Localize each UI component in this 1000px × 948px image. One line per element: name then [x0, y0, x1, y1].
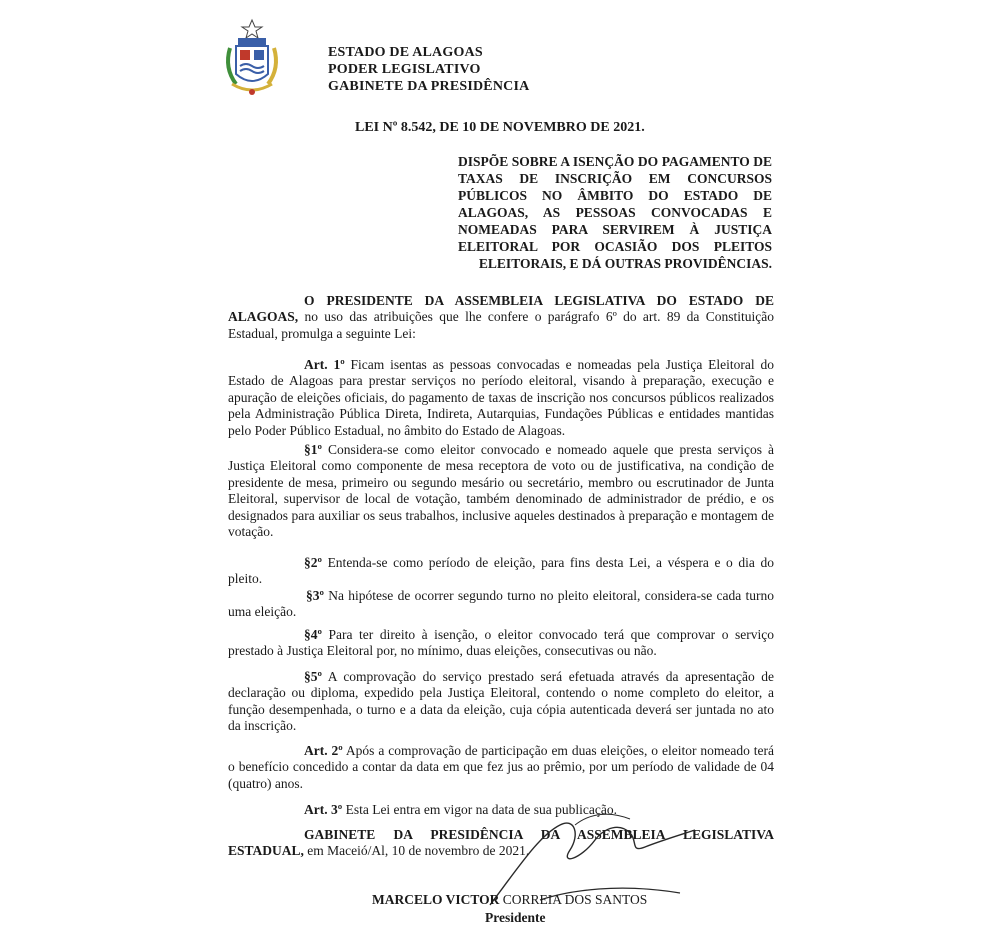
preamble-lead: O PRESIDENTE DA ASSEMBLEIA LEGISLATIVA DO ESTADO DE ALAGOAS,: [228, 293, 774, 325]
header-state: ESTADO DE ALAGOAS: [328, 45, 483, 60]
closing-lead: GABINETE DA PRESIDÊNCIA DA ASSEMBLEIA LEGISLATIVA ESTADUAL,: [228, 827, 774, 859]
paragraph-5-lead: §5º: [304, 669, 322, 684]
signatory-name: [372, 892, 647, 908]
article-1-lead: Art. 1º: [304, 357, 345, 372]
signatory-name-bold: MARCELO VICTOR: [372, 892, 500, 907]
paragraph-4-text: Para ter direito à isenção, o eleitor convocado terá que comprovar o serviço prestado à Justiça Eleitoral por, no mínimo, duas eleições, consecutivas ou não.: [228, 627, 774, 659]
article-3-lead: Art. 3º: [304, 802, 343, 817]
article-2: [228, 743, 774, 792]
paragraph-4: [228, 627, 774, 660]
paragraph-2: [228, 555, 774, 588]
letterhead: [328, 44, 529, 95]
paragraph-1-text: Considera-se como eleitor convocado e nomeado aquele que presta serviços à Justiça Eleitoral como componente de mesa receptora de voto ou de justificativa, na condição de presidente de mesa, primeiro ou segundo mesário ou secretário, membro ou escrutinador de Junta Eleitoral, supervisor de local de votação, também denominado de administrador de prédio, e os designados para auxiliar os seus trabalhos, inclusive aqueles destinados à preparação e montagem de votação.: [228, 442, 774, 540]
paragraph-3-lead: §3º: [306, 588, 324, 603]
signatory-role: Presidente: [485, 910, 546, 925]
header-office: GABINETE DA PRESIDÊNCIA: [328, 79, 530, 94]
paragraph-4-lead: §4º: [304, 627, 322, 642]
paragraph-5: [228, 669, 774, 735]
article-1: [228, 357, 774, 439]
paragraph-1-lead: §1º: [304, 442, 322, 457]
preamble-text: no uso das atribuições que lhe confere o parágrafo 6º do art. 89 da Constituição Estadual, promulga a seguinte Lei:: [228, 309, 774, 341]
paragraph-2-text: Entenda-se como período de eleição, para fins desta Lei, a véspera e o dia do pleito.: [228, 555, 774, 587]
paragraph-5-text: A comprovação do serviço prestado será efetuada através da apresentação de declaração ou diploma, expedido pela Justiça Eleitoral, contendo o nome completo do eleitor, a função desempenhada, o turno e a data da eleição, cuja cópia autenticada deverá ser juntada no ato da inscrição.: [228, 669, 774, 734]
header-power: PODER LEGISLATIVO: [328, 62, 481, 77]
paragraph-3: [228, 588, 774, 621]
coat-of-arms-icon: [220, 18, 284, 102]
paragraph-1: [228, 442, 774, 540]
closing-text: em Maceió/Al, 10 de novembro de 2021.: [303, 843, 530, 859]
article-1-text: Ficam isentas as pessoas convocadas e nomeadas pela Justiça Eleitoral do Estado de Alagoas para prestar serviços no período eleitoral, visando à preparação, execução e apuração de eleições oficiais, do pagamento de taxas de inscrição nos concursos públicos realizados pela Administração Pública Direta, Indireta, Autarquias, Fundações Públicas e entidades mantidas pelo Poder Público Estadual, no âmbito do Estado de Alagoas.: [228, 357, 774, 438]
article-2-text: Após a comprovação de participação em duas eleições, o eleitor nomeado terá o benefício concedido a contar da data em que fez jus ao prêmio, por um período de validade de 04 (quatro) anos.: [228, 743, 774, 791]
article-3-text: Esta Lei entra em vigor na data de sua publicação.: [342, 802, 617, 817]
paragraph-2-lead: §2º: [304, 555, 322, 570]
law-summary: DISPÕE SOBRE A ISENÇÃO DO PAGAMENTO DE TAXAS DE INSCRIÇÃO EM CONCURSOS PÚBLICOS NO ÂMBITO DO ESTADO DE ALAGOAS, AS PESSOAS CONVOCADAS E NOMEADAS PARA SERVIREM À JUSTIÇA ELEITORAL POR OCASIÃO DOS PLEITOS ELEITORAIS, E DÁ OUTRAS PROVIDÊNCIAS.: [458, 154, 772, 271]
article-2-lead: Art. 2º: [304, 743, 343, 758]
preamble-paragraph: [228, 293, 774, 342]
paragraph-3-text: Na hipótese de ocorrer segundo turno no pleito eleitoral, considera-se cada turno uma eleição.: [228, 588, 774, 620]
law-title: LEI Nº 8.542, DE 10 DE NOVEMBRO DE 2021.: [355, 120, 645, 135]
signatory-name-rest: CORREIA DOS SANTOS: [499, 892, 648, 907]
